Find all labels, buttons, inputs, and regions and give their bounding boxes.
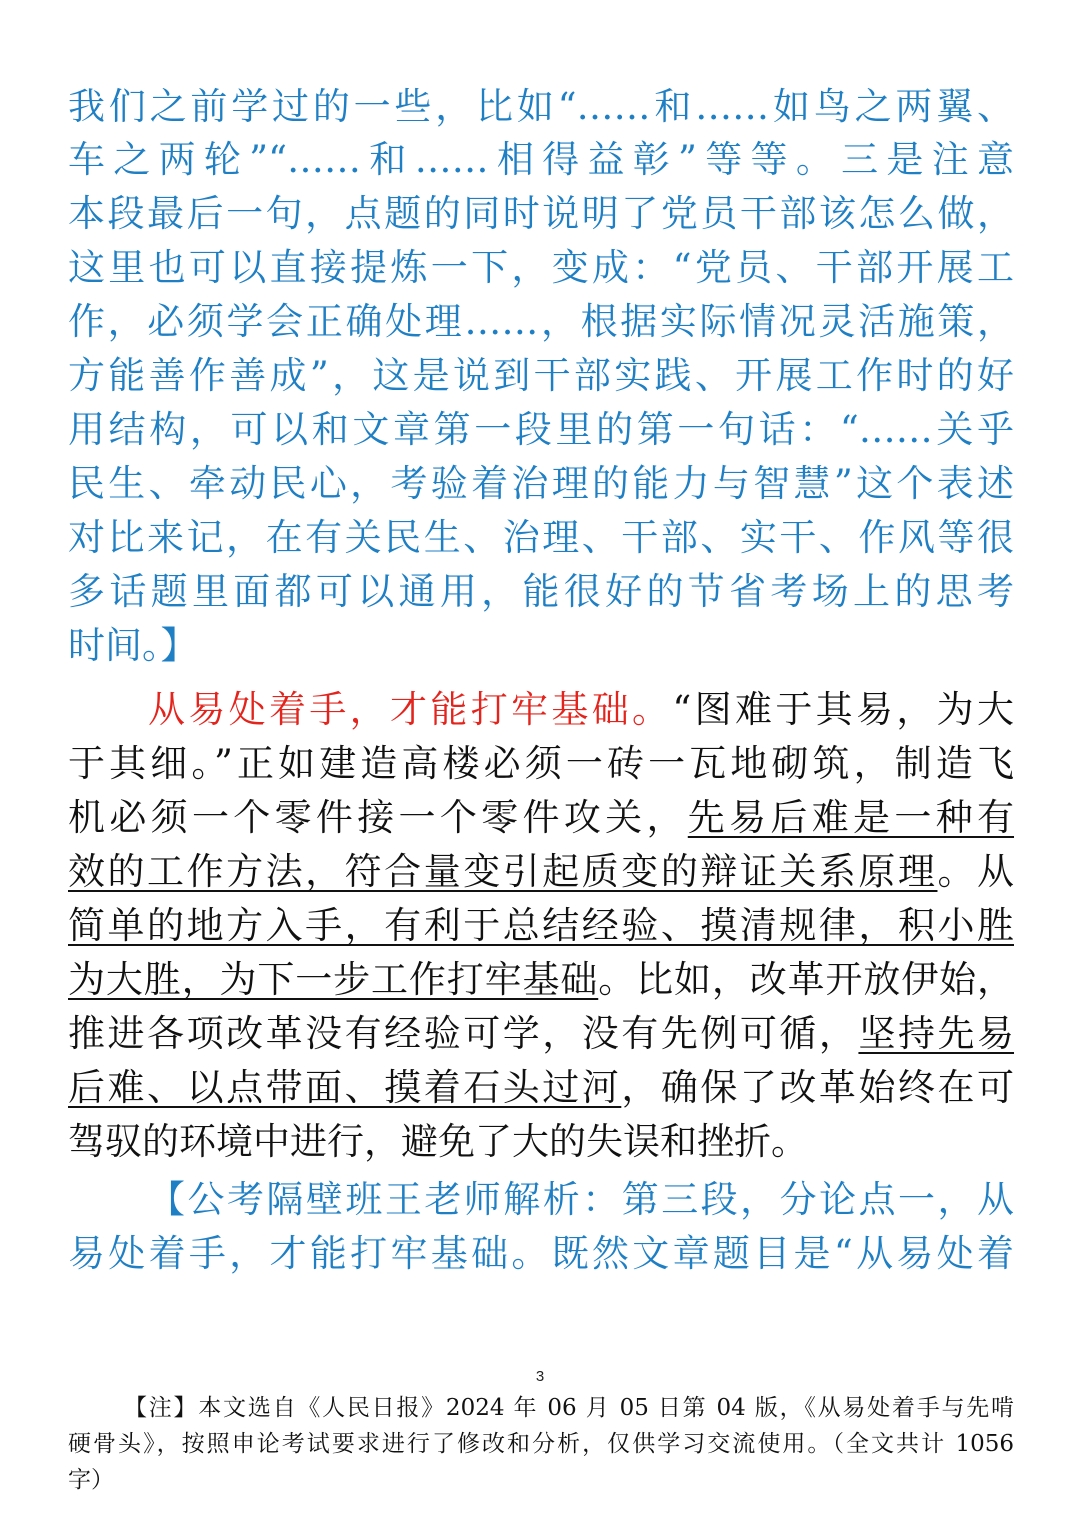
analysis-line: 用结构，可以和文章第一段里的第一句话：“……关乎 — [68, 408, 1014, 451]
footnote-line: 硬骨头》，按照申论考试要求进行了修改和分析，仅供学习交流使用。（全文共计 1056 — [68, 1431, 1014, 1457]
paragraph-line: 于其细。”正如建造高楼必须一砖一瓦地砌筑，制造飞 — [68, 742, 1014, 785]
underlined-phrase: 效的工作方法，符合量变引起质变的辩证关系原理 — [68, 850, 938, 893]
analysis-line: 本段最后一句，点题的同时说明了党员干部该怎么做， — [68, 192, 1014, 235]
footnote-line: 【注】本文选自《人民日报》2024 年 06 月 05 日第 04 版，《从易处着手与先啃 — [124, 1395, 1014, 1421]
analysis-line: 这里也可以直接提炼一下，变成：“党员、干部开展工 — [68, 246, 1014, 289]
analysis-line: 易处着手，才能打牢基础。既然文章题目是“从易处着 — [68, 1232, 1014, 1275]
analysis-line: 民生、牵动民心，考验着治理的能力与智慧”这个表述 — [68, 462, 1014, 505]
paragraph-line: 为大胜，为下一步工作打牢基础。比如，改革开放伊始， — [68, 958, 1014, 1001]
analysis-line: 方能善作善成”，这是说到干部实践、开展工作时的好 — [68, 354, 1014, 397]
paragraph-line: 后难、以点带面、摸着石头过河，确保了改革始终在可 — [68, 1066, 1015, 1109]
page-number: 3 — [535, 1368, 545, 1385]
paragraph-line — [68, 901, 1014, 951]
underlined-phrase: 先易后难是一种有 — [687, 796, 1015, 839]
analysis-line: 【公考隔壁班王老师解析：第三段，分论点一，从 — [148, 1178, 1014, 1221]
analysis-line: 对比来记，在有关民生、治理、干部、实干、作风等很 — [68, 516, 1014, 559]
section-heading: 从易处着手，才能打牢基础。 — [148, 688, 673, 731]
underlined-phrase: 坚持先易 — [858, 1012, 1015, 1055]
underlined-phrase: 后难、以点带面、摸着石头过河 — [68, 1066, 622, 1109]
paragraph-line: 推进各项改革没有经验可学，没有先例可循，坚持先易 — [68, 1012, 1015, 1055]
paragraph-line: 效的工作方法，符合量变引起质变的辩证关系原理。从 — [68, 850, 1015, 893]
paragraph-first-line: 从易处着手，才能打牢基础。“图难于其易，为大 — [148, 688, 1015, 731]
paragraph-line: 驾驭的环境中进行，避免了大的失误和挫折。 — [68, 1120, 808, 1163]
analysis-line: 多话题里面都可以通用，能很好的节省考场上的思考 — [68, 570, 1014, 613]
analysis-line: 时间。】 — [68, 624, 198, 667]
analysis-line: 我们之前学过的一些，比如“……和……如鸟之两翼、 — [68, 85, 1014, 128]
analysis-line: 车之两轮”“……和……相得益彰”等等。三是注意 — [68, 138, 1014, 181]
underlined-phrase: 简单的地方入手，有利于总结经验、摸清规律，积小胜 — [68, 904, 1014, 947]
analysis-line: 作，必须学会正确处理……，根据实际情况灵活施策， — [68, 300, 1014, 343]
underlined-phrase: 为大胜，为下一步工作打牢基础 — [68, 958, 599, 1001]
paragraph-line: 机必须一个零件接一个零件攻关，先易后难是一种有 — [68, 796, 1015, 839]
footnote-line: 字） — [68, 1467, 114, 1493]
